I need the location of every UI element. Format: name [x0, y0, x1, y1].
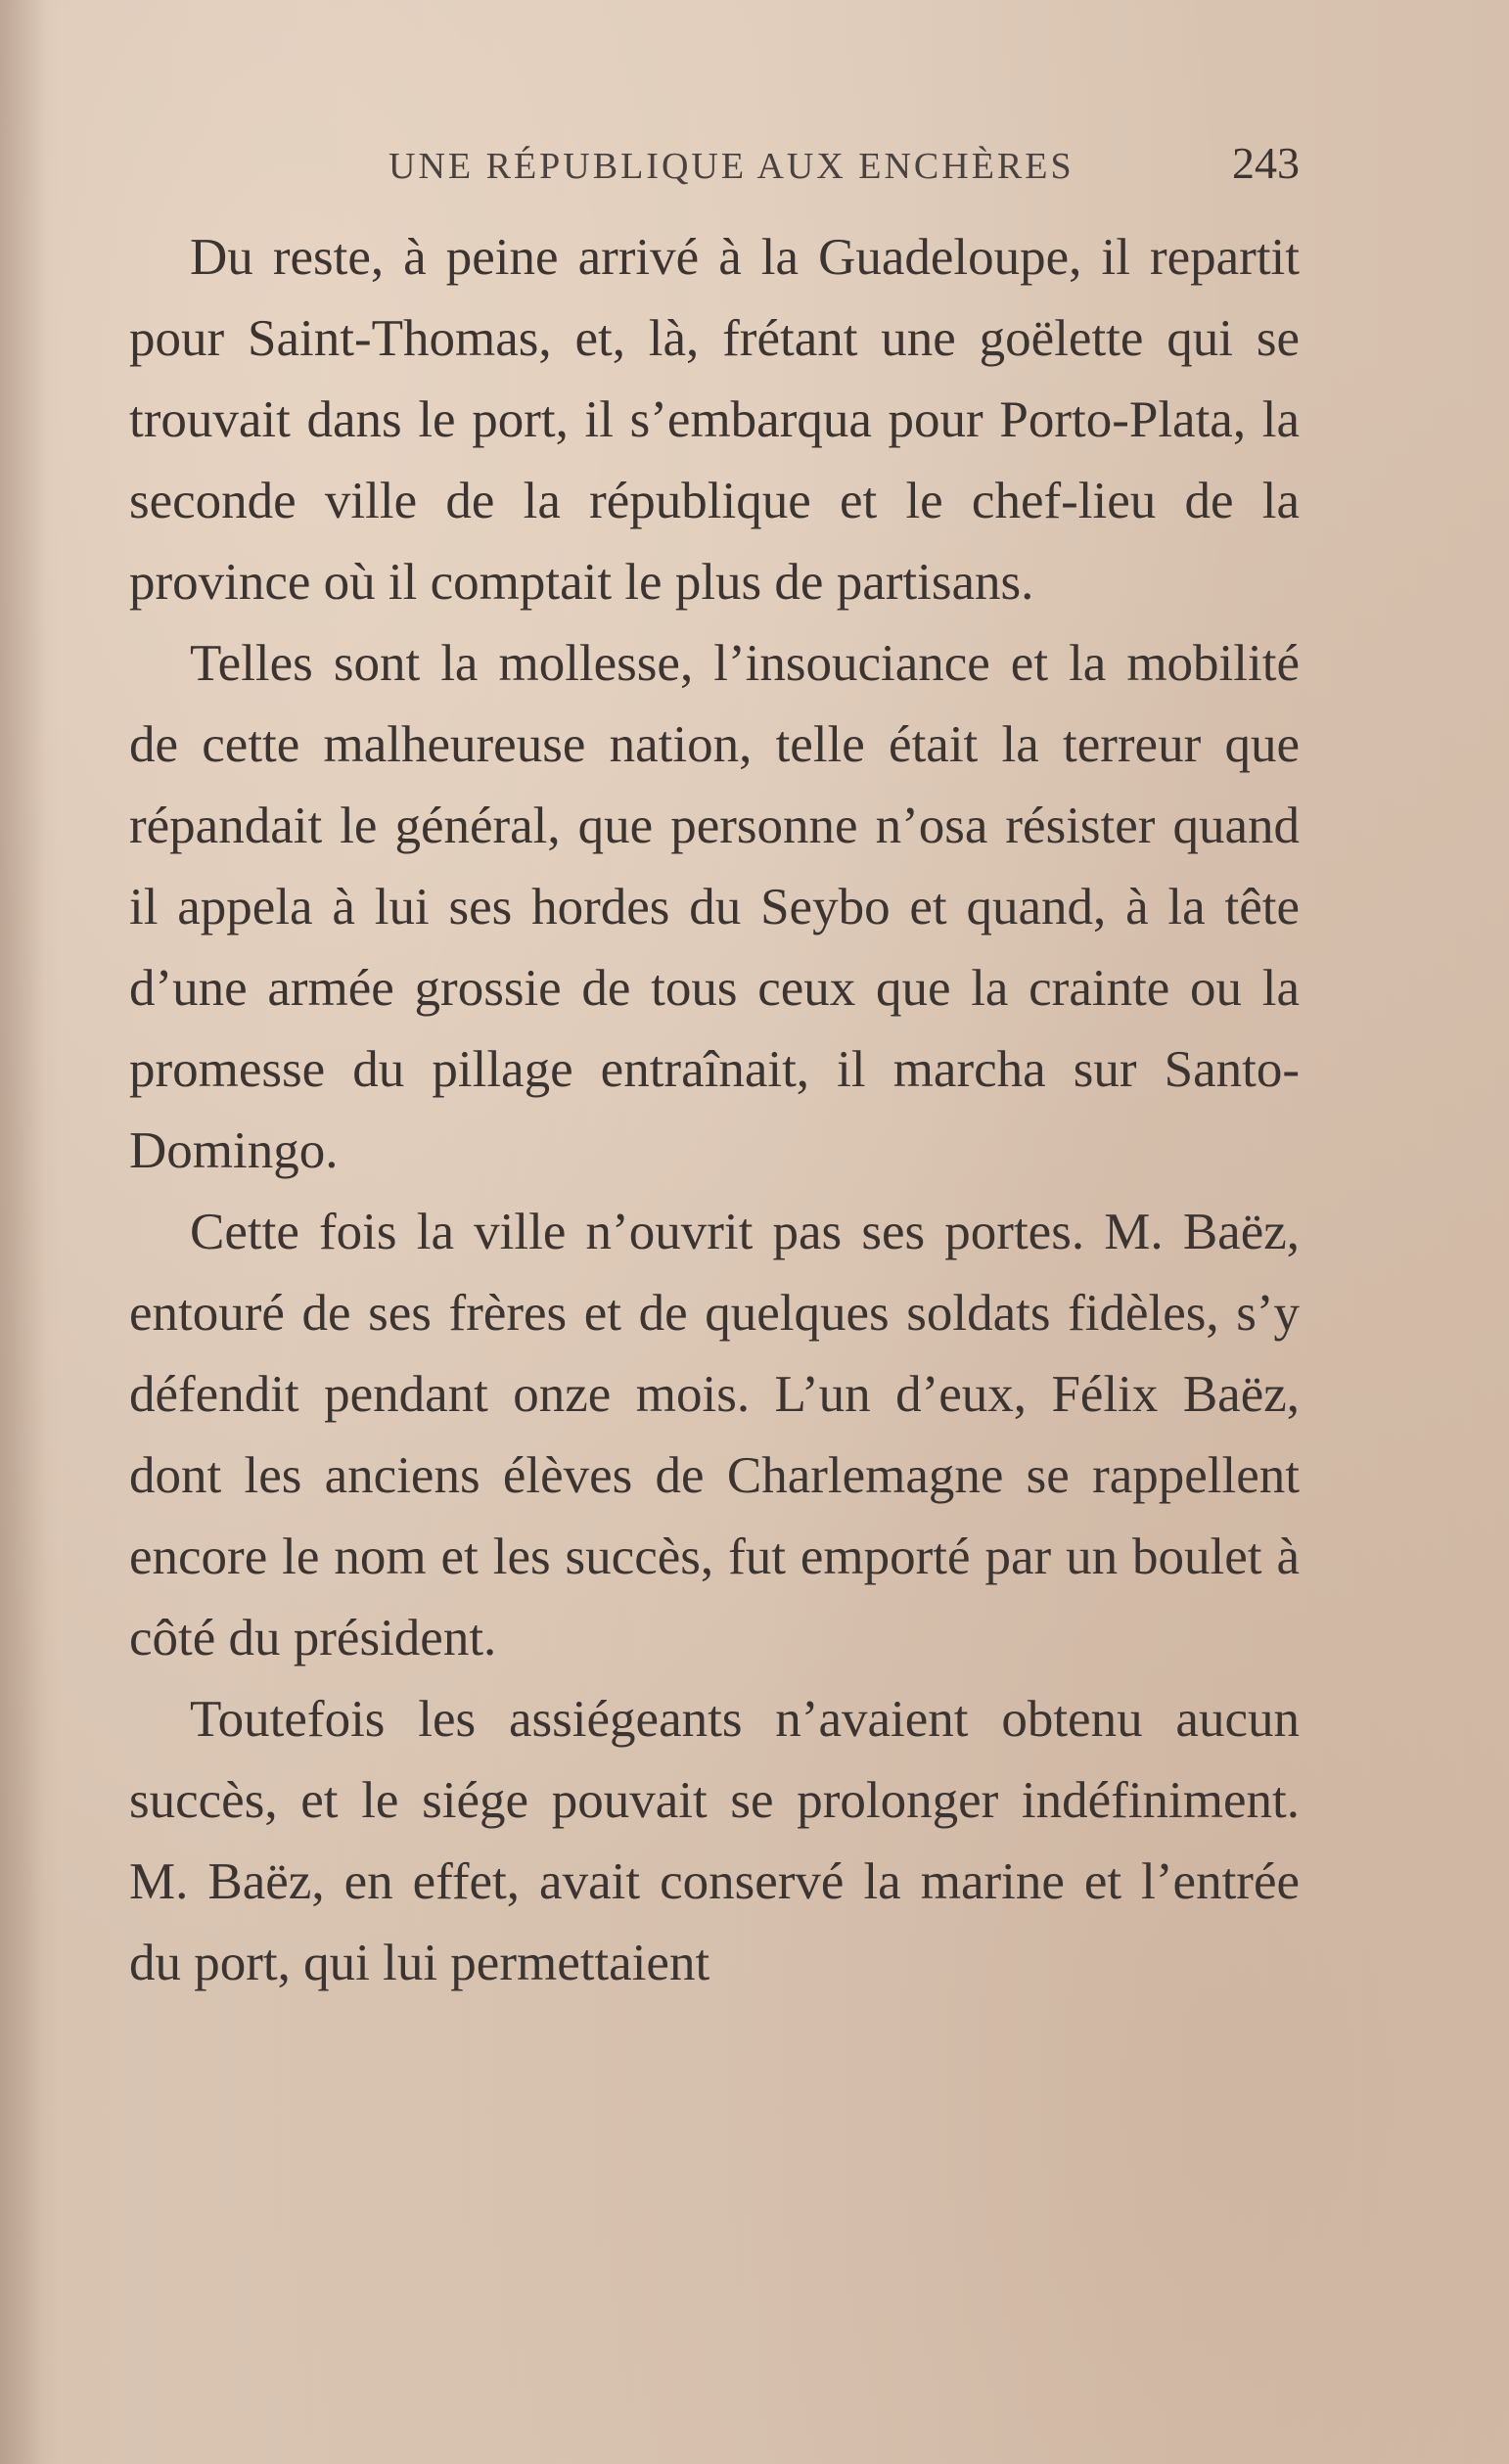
body-text — [129, 217, 1300, 2004]
page-edge-shadow — [0, 0, 45, 2464]
paragraph-2: Telles sont la mollesse, l’insouciance et la mobilité de cette malheureuse nation, telle était la terreur que répandait le général, que personne n’osa résister quand il appela à lui ses hordes du Seybo et quand, à la tête d’une armée grossie de tous ceux que la crainte ou la promesse du pillage entraînait, il marcha sur Santo-Domingo. — [129, 635, 1300, 1179]
page-header — [129, 137, 1300, 196]
page-number: 243 — [1232, 138, 1300, 188]
paragraph-4: Toutefois les assiégeants n’avaient obtenu aucun succès, et le siége pouvait se prolonger indéfiniment. M. Baëz, en effet, avait conservé la marine et l’entrée du port, qui lui permettaient — [129, 1691, 1300, 1991]
paragraph-1: Du reste, à peine arrivé à la Guadeloupe, il repartit pour Saint-Thomas, et, là, frétant une goëlette qui se trouvait dans le port, il s’embarqua pour Porto-Plata, la seconde ville de la république et le chef-lieu de la province où il comptait le plus de partisans. — [129, 229, 1300, 611]
paragraph-3: Cette fois la ville n’ouvrit pas ses portes. M. Baëz, entouré de ses frères et de quelques soldats fidèles, s’y défendit pendant onze mois. L’un d’eux, Félix Baëz, dont les anciens élèves de Charlemagne se rappellent encore le nom et les succès, fut emporté par un boulet à côté du président. — [129, 1204, 1300, 1666]
running-title: UNE RÉPUBLIQUE AUX ENCHÈRES — [389, 146, 1075, 187]
